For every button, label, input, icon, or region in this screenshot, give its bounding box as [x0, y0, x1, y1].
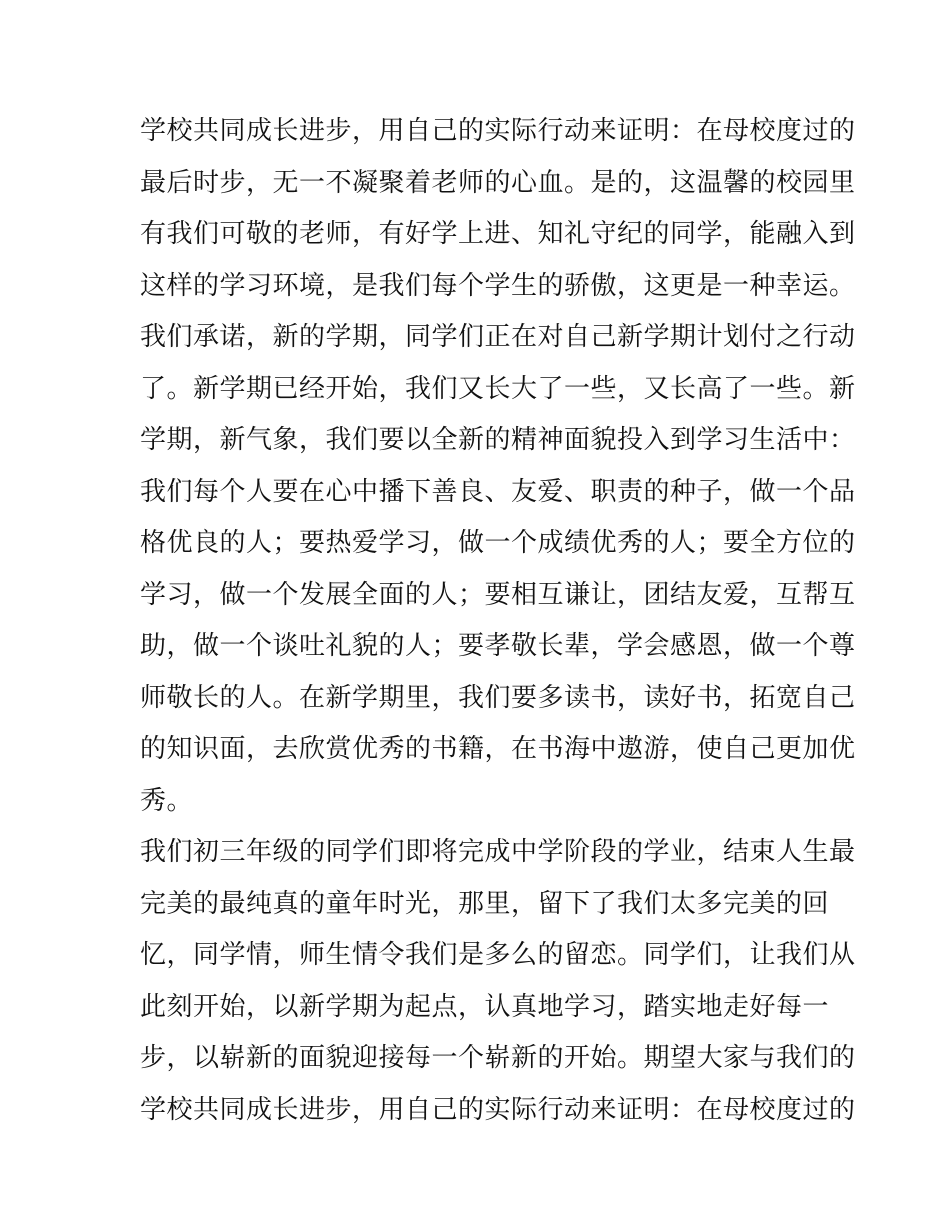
text-line: 最后时步，无一不凝聚着老师的心血。是的，这温馨的校园里	[140, 167, 856, 198]
text-line: 格优良的人；要热爱学习，做一个成绩优秀的人；要全方位的	[140, 528, 856, 558]
text-line: 忆，同学情，师生情令我们是多么的留恋。同学们，让我们从	[140, 940, 856, 970]
text-line: 我们初三年级的同学们即将完成中学阶段的学业，结束人生最	[140, 837, 856, 867]
text-line: 步，以崭新的面貌迎接每一个崭新的开始。期望大家与我们的	[140, 1043, 856, 1073]
text-line: 有我们可敬的老师，有好学上进、知礼守纪的同学，能融入到	[140, 219, 856, 249]
text-line: 学校共同成长进步，用自己的实际行动来证明：在母校度过的	[140, 1094, 856, 1125]
text-line: 我们每个人要在心中播下善良、友爱、职责的种子，做一个品	[140, 476, 856, 507]
text-line: 助，做一个谈吐礼貌的人；要孝敬长辈，学会感恩，做一个尊	[140, 631, 856, 661]
text-line: 此刻开始，以新学期为起点，认真地学习，踏实地走好每一	[140, 991, 830, 1022]
text-line: 师敬长的人。在新学期里，我们要多读书，读好书，拓宽自己	[140, 682, 856, 713]
text-line: 学校共同成长进步，用自己的实际行动来证明：在母校度过的	[140, 116, 856, 146]
body-text	[140, 106, 856, 1136]
text-line: 这样的学习环境，是我们每个学生的骄傲，这更是一种幸运。	[140, 270, 856, 301]
text-line: 秀。	[140, 785, 194, 816]
text-line: 了。新学期已经开始，我们又长大了一些，又长高了一些。新	[140, 373, 856, 404]
text-line: 学习，做一个发展全面的人；要相互谦让，团结友爱，互帮互	[140, 579, 856, 610]
text-line: 的知识面，去欣赏优秀的书籍，在书海中遨游，使自己更加优	[140, 734, 856, 764]
text-line: 学期，新气象，我们要以全新的精神面貌投入到学习生活中：	[140, 425, 856, 455]
text-line: 完美的最纯真的童年时光，那里，留下了我们太多完美的回	[140, 888, 830, 919]
text-line: 我们承诺，新的学期，同学们正在对自己新学期计划付之行动	[140, 322, 856, 352]
